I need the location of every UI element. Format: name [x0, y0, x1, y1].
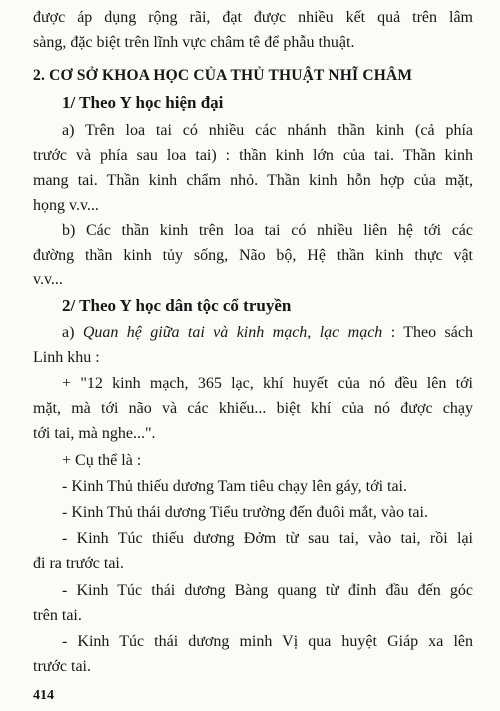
text-line: + "12 kinh mạch, 365 lạc, khí huyết của nó đều lên tới [62, 375, 473, 392]
text-line: mặt, mà tới não và các khiếu... biệt khí của nó được chạy [33, 400, 473, 417]
text-line: sàng, đặc biệt trên lĩnh vực châm tê để phẫu thuật. [33, 34, 355, 51]
text-line: đường thần kinh tủy sống, Não bộ, Hệ thần kinh thực vật [33, 247, 473, 264]
text-line: đi ra trước tai. [33, 555, 124, 572]
text-line: - Kinh Túc thái dương minh Vị qua huyệt Giáp xa lên [62, 633, 473, 650]
text-run: a) [62, 324, 83, 341]
text-line: trên tai. [33, 607, 82, 624]
text-line [62, 323, 473, 343]
text-run: : Theo sách [382, 324, 473, 341]
text-line: b) Các thần kinh trên loa tai có nhiều liên hệ tới các [62, 222, 473, 239]
text-line: a) Trên loa tai có nhiều các nhánh thần kinh (cả phía [62, 122, 473, 139]
text-line: - Kinh Túc thái dương Bàng quang từ đỉnh đầu đến góc [62, 582, 473, 599]
page-number: 414 [33, 688, 54, 703]
text-line: tới tai, mà nghe...". [33, 425, 156, 442]
section-heading: 2. CƠ SỞ KHOA HỌC CỦA THỦ THUẬT NHĨ CHÂM [33, 67, 413, 84]
text-line: - Kinh Thủ thái dương Tiểu trường đến đuôi mắt, vào tai. [62, 504, 428, 521]
text-line: trước tai. [33, 658, 91, 675]
subsection-heading: 2/ Theo Y học dân tộc cổ truyền [62, 296, 292, 315]
text-line: họng v.v... [33, 197, 99, 214]
text-line: trước và phía sau loa tai) : thần kinh lớn của tai. Thần kinh [33, 147, 473, 164]
text-line: được áp dụng rộng rãi, đạt được nhiều kết quả trên lâm [33, 9, 473, 26]
subsection-heading: 1/ Theo Y học hiện đại [62, 93, 224, 112]
italic-phrase: Quan hệ giữa tai và kinh mạch, lạc mạch [82, 324, 383, 341]
text-line: Linh khu : [33, 349, 100, 366]
text-line: + Cụ thể là : [62, 452, 142, 469]
text-line: - Kinh Thủ thiếu dương Tam tiêu chạy lên gáy, tới tai. [62, 478, 407, 495]
text-line: mang tai. Thần kinh chẩm nhỏ. Thần kinh hỗn hợp của mặt, [33, 172, 473, 189]
text-line: v.v... [33, 271, 63, 288]
text-line: - Kinh Túc thiếu dương Đởm từ sau tai, vào tai, rồi lại [62, 530, 473, 547]
